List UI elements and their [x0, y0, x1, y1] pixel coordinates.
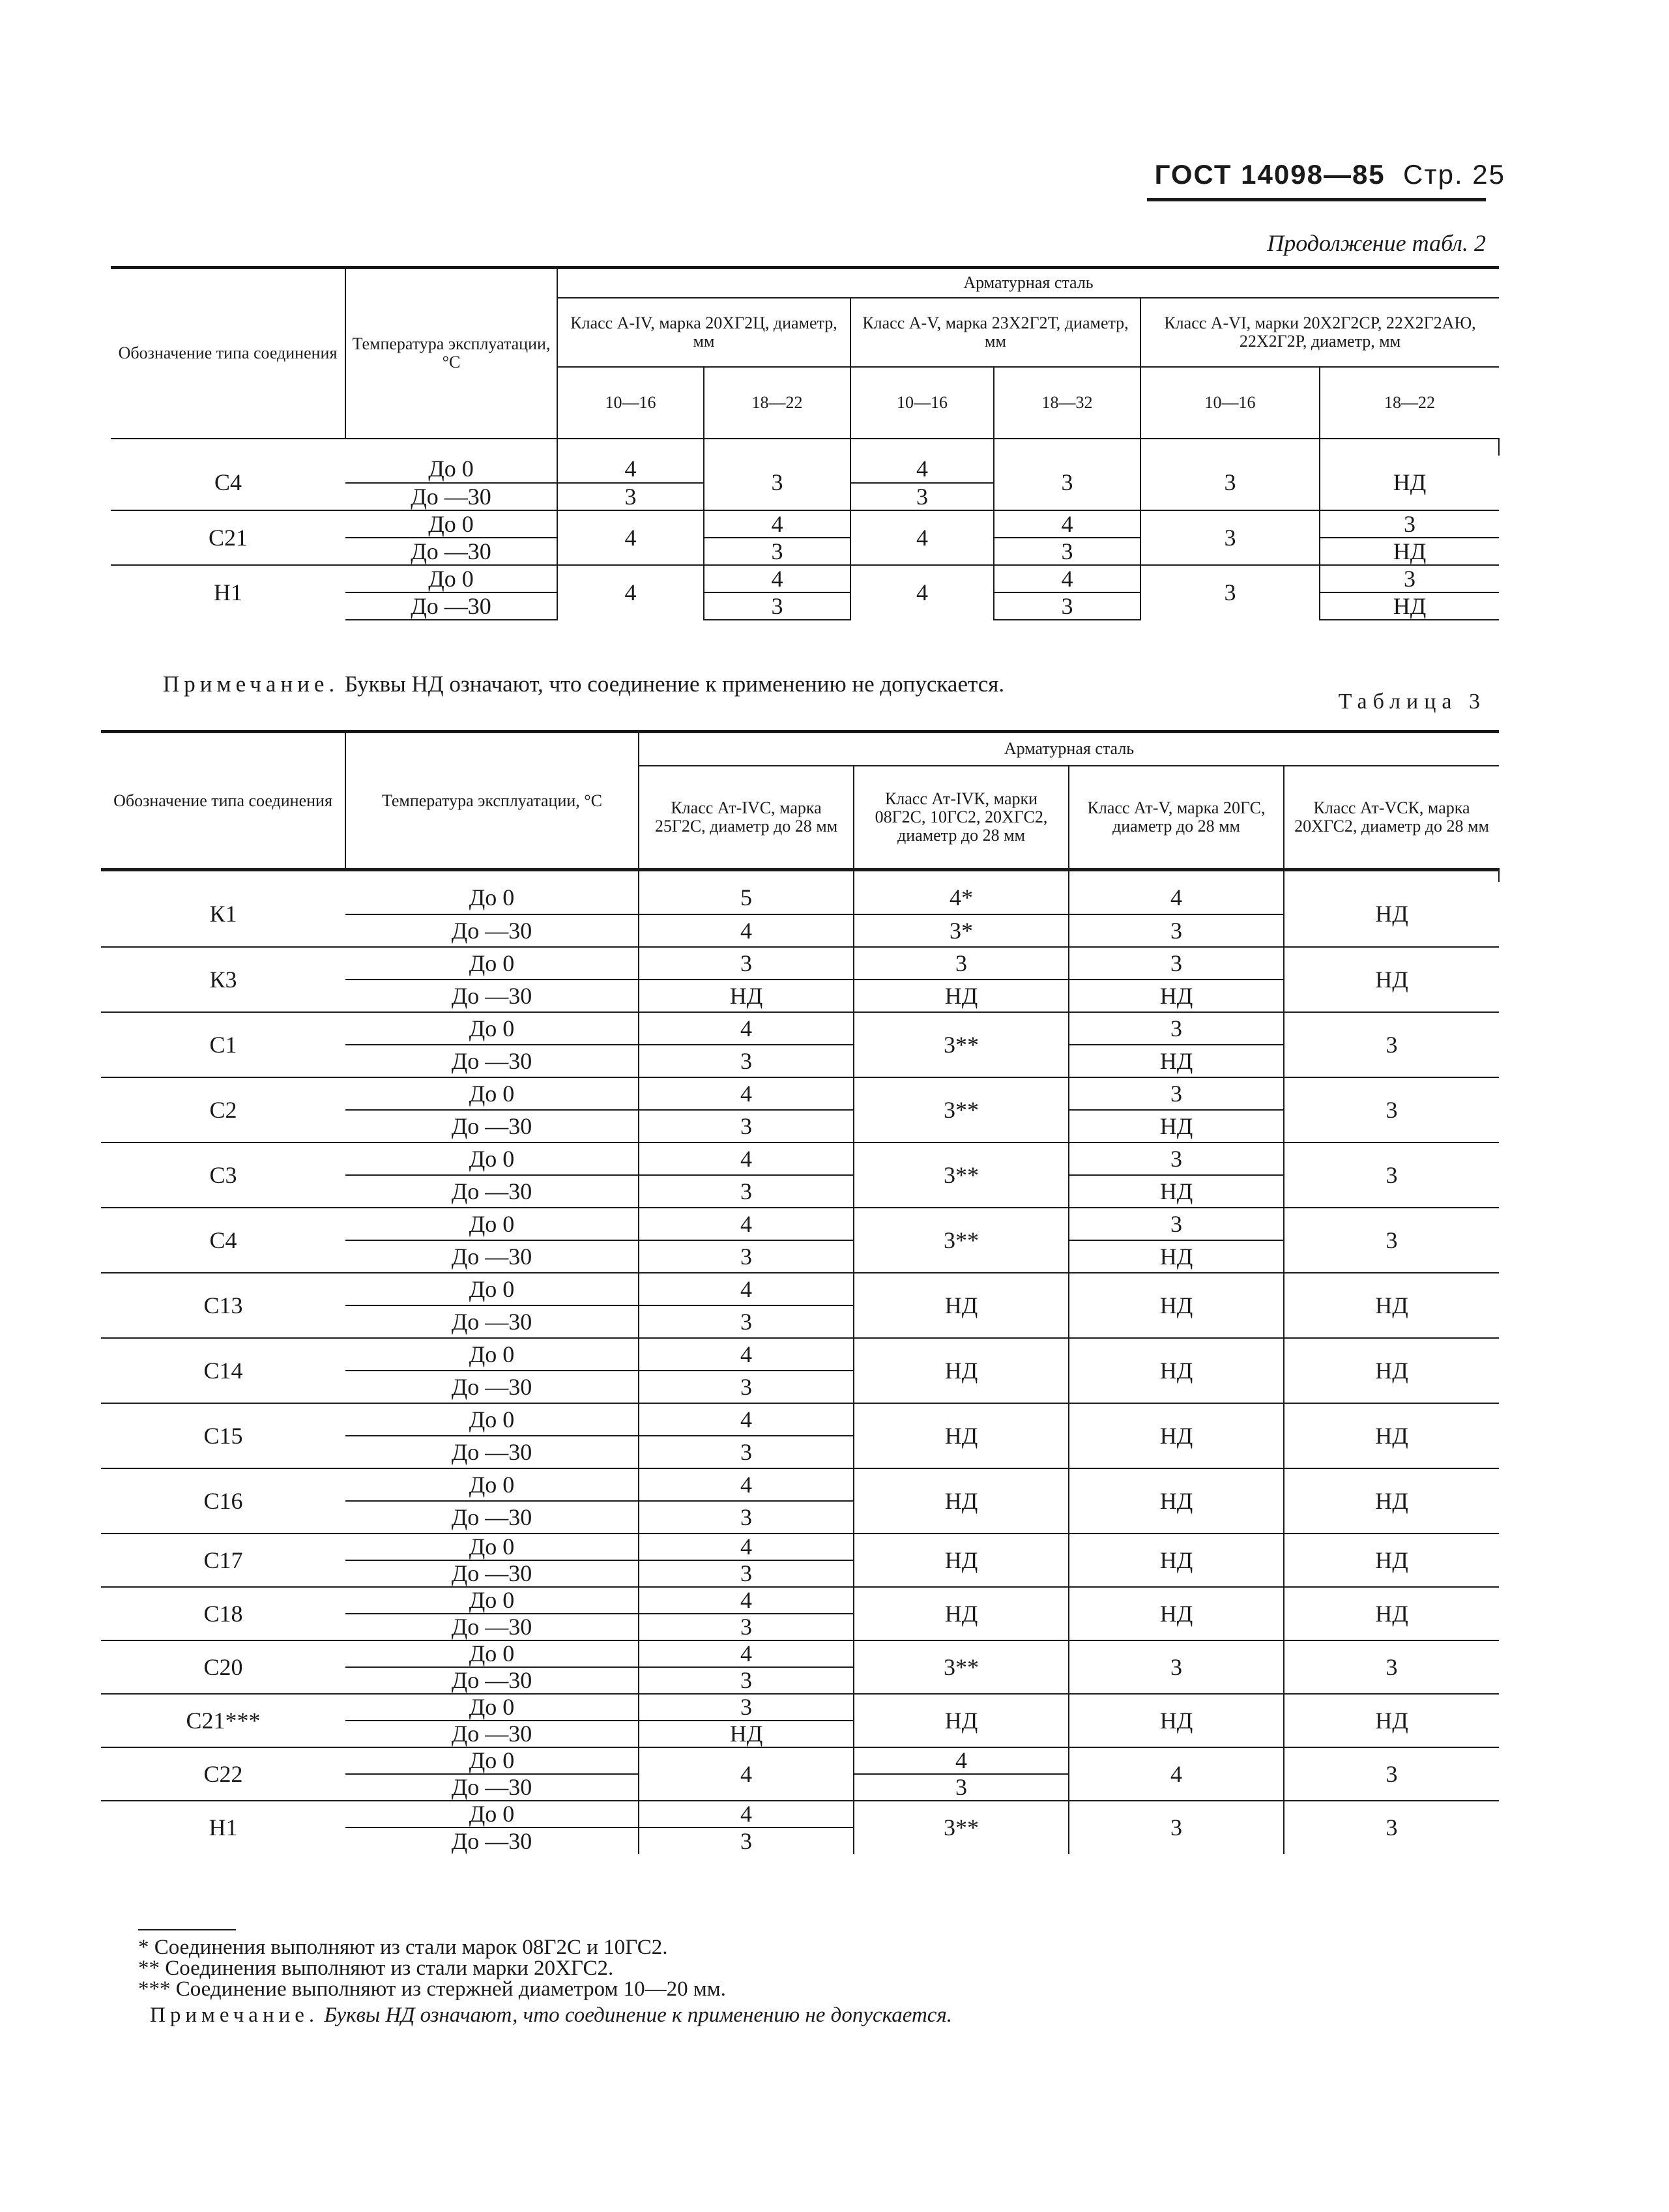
value-cell: 3	[704, 592, 850, 620]
connection-type: С18	[101, 1587, 345, 1640]
temperature: До —30	[345, 1240, 639, 1273]
temperature: До —30	[345, 980, 639, 1012]
value-cell: 4	[639, 1142, 854, 1175]
value-cell: НД	[1069, 1240, 1284, 1273]
table-row	[111, 268, 1499, 298]
value-cell: 3	[1284, 1208, 1499, 1273]
table2-note	[163, 671, 1206, 697]
table-row	[101, 1012, 1499, 1045]
value-cell: 5	[639, 882, 854, 914]
connection-type: С4	[214, 469, 242, 495]
value-cell: 4	[639, 1208, 854, 1240]
value-cell: 3	[639, 1371, 854, 1403]
spacer-cell	[111, 439, 345, 456]
table-row	[101, 947, 1499, 980]
value-cell: 3	[639, 1110, 854, 1142]
value-cell: НД	[1284, 1273, 1499, 1338]
value-cell: 3**	[854, 1208, 1069, 1273]
spacer-cell	[1320, 439, 1499, 456]
diameter-header: 18—32	[994, 367, 1140, 439]
value-cell: 3	[1284, 1012, 1499, 1077]
value-cell: НД	[1393, 538, 1427, 564]
col-type-header: Обозначение типа соединения	[101, 732, 345, 870]
connection-type: С14	[101, 1338, 345, 1403]
steel-group-header: Арматурная сталь	[557, 268, 1499, 298]
table3-label: Таблица 3	[1338, 690, 1486, 714]
value-cell: 3	[994, 592, 1140, 620]
col-temp-header: Температура эксплуатации, °С	[345, 268, 557, 439]
value-cell: 3	[639, 1501, 854, 1534]
final-note-text: Буквы НД означают, что соединение к применению не допускается.	[324, 2003, 953, 2027]
value-cell: НД	[854, 1403, 1069, 1468]
value-cell: НД	[639, 980, 854, 1012]
connection-type: С3	[101, 1142, 345, 1208]
value-cell: 4	[639, 1403, 854, 1436]
value-cell: 3	[1069, 1012, 1284, 1045]
value-cell: 4	[639, 1338, 854, 1371]
table-row	[101, 1403, 1499, 1436]
table-row	[101, 732, 1499, 766]
value-cell: 3	[1284, 1640, 1499, 1694]
value-cell: НД	[854, 1468, 1069, 1534]
value-cell: НД	[1375, 901, 1408, 927]
value-cell: 3	[1069, 1640, 1284, 1694]
value-cell: 3**	[854, 1012, 1069, 1077]
value-cell: 3	[1140, 565, 1320, 620]
temperature: До 0	[345, 1640, 639, 1667]
diameter-header: 10—16	[850, 367, 994, 439]
value-cell: НД	[1393, 469, 1427, 495]
temperature: До —30	[345, 1371, 639, 1403]
steel-group-header: Арматурная сталь	[639, 732, 1499, 766]
spacer-cell	[101, 870, 345, 882]
col-temp-header: Температура эксплуатации, °С	[345, 732, 639, 870]
value-cell: НД	[854, 1273, 1069, 1338]
connection-type: С4	[101, 1208, 345, 1273]
value-cell: 3	[1069, 1801, 1284, 1854]
value-cell: 3	[854, 1774, 1069, 1801]
value-cell: 3	[639, 1694, 854, 1721]
temperature: До —30	[345, 1614, 639, 1640]
value-cell: 3	[1284, 1801, 1499, 1854]
connection-type: С15	[101, 1403, 345, 1468]
connection-type: С17	[101, 1534, 345, 1587]
connection-type: С22	[101, 1747, 345, 1801]
final-note	[150, 2003, 1323, 2028]
value-cell: НД	[854, 980, 1069, 1012]
value-cell: 4	[639, 1640, 854, 1667]
temperature: До —30	[345, 1175, 639, 1208]
temperature: До 0	[345, 1694, 639, 1721]
value-cell: 3**	[854, 1077, 1069, 1142]
temperature: До 0	[345, 1338, 639, 1371]
value-cell: 4	[639, 1077, 854, 1110]
value-cell: 3	[639, 1827, 854, 1854]
value-cell: 4	[1069, 1747, 1284, 1801]
connection-type: С16	[101, 1468, 345, 1534]
spacer-cell	[639, 870, 854, 882]
value-cell: 4	[639, 1534, 854, 1560]
table-row	[101, 1534, 1499, 1560]
value-cell: НД	[1284, 1468, 1499, 1534]
spacer-cell	[1069, 870, 1284, 882]
value-cell: 3	[639, 1436, 854, 1468]
temperature: До —30	[345, 1774, 639, 1801]
temperature: До 0	[345, 1208, 639, 1240]
temperature: До 0	[345, 1534, 639, 1560]
temperature: До 0	[345, 1403, 639, 1436]
value-cell: НД	[1284, 1403, 1499, 1468]
table2-continuation-label: Продолжение табл. 2	[1267, 230, 1486, 256]
connection-type: С13	[101, 1273, 345, 1338]
page-header	[1140, 159, 1505, 190]
diameter-header: 10—16	[1140, 367, 1320, 439]
connection-type: С20	[101, 1640, 345, 1694]
diameter-header: 18—22	[1320, 367, 1499, 439]
value-cell: НД	[1069, 1468, 1284, 1534]
temperature: До 0	[345, 1468, 639, 1501]
value-cell: НД	[1069, 1110, 1284, 1142]
spacer-cell	[345, 439, 557, 456]
value-cell: НД	[1320, 592, 1499, 620]
spacer-cell	[1284, 870, 1499, 882]
table-row	[101, 1640, 1499, 1667]
final-note-prefix: Примечание.	[150, 2003, 319, 2027]
value-cell: 3	[639, 1614, 854, 1640]
value-cell: 3	[854, 947, 1069, 980]
temperature: До 0	[345, 1747, 639, 1774]
value-cell: 4	[994, 565, 1140, 592]
value-cell: 3**	[854, 1640, 1069, 1694]
value-cell: 3	[1069, 1077, 1284, 1110]
temperature: До —30	[345, 1560, 639, 1587]
value-cell: 4*	[854, 882, 1069, 914]
value-cell: НД	[854, 1534, 1069, 1587]
connection-type: С2	[101, 1077, 345, 1142]
value-cell: 3	[1069, 947, 1284, 980]
temperature: До —30	[345, 1436, 639, 1468]
gost-number: ГОСТ 14098—85	[1154, 159, 1386, 190]
value-cell: 4	[854, 1747, 1069, 1774]
temperature: До 0	[345, 947, 639, 980]
value-cell: 4	[639, 1747, 854, 1801]
table3	[101, 730, 1500, 1854]
col-type-header: Обозначение типа соединения	[111, 268, 345, 439]
steel-class-header: Класс Ат-V, марка 20ГС, диаметр до 28 мм	[1069, 766, 1284, 870]
value-cell: 4	[557, 565, 704, 620]
temperature: До —30	[345, 914, 639, 947]
value-cell: НД	[854, 1338, 1069, 1403]
temperature: До 0	[345, 1587, 639, 1614]
table-row	[101, 1273, 1499, 1305]
value-cell: 3	[1320, 510, 1499, 538]
value-cell: 4	[704, 565, 850, 592]
temperature: До 0	[345, 1142, 639, 1175]
temperature: До 0	[345, 1801, 639, 1827]
spacer-cell	[850, 439, 994, 456]
temperature: До 0	[345, 565, 557, 592]
value-cell: НД	[854, 1694, 1069, 1747]
value-cell: НД	[1069, 1534, 1284, 1587]
spacer-cell	[994, 439, 1140, 456]
value-cell: 3**	[854, 1801, 1069, 1854]
table-row	[111, 456, 1499, 483]
value-cell: 4	[850, 456, 994, 483]
value-cell: 4	[639, 1012, 854, 1045]
value-cell: 4	[639, 1468, 854, 1501]
table-row	[111, 510, 1499, 538]
value-cell: 4	[850, 565, 994, 620]
value-cell: НД	[1069, 980, 1284, 1012]
table-row	[111, 565, 1499, 592]
temperature: До —30	[345, 1827, 639, 1854]
value-cell: 4	[850, 510, 994, 565]
table-row	[101, 1338, 1499, 1371]
temperature: До —30	[345, 1110, 639, 1142]
value-cell: НД	[1069, 1403, 1284, 1468]
value-cell: 3**	[854, 1142, 1069, 1208]
value-cell: 4	[994, 510, 1140, 538]
temperature: До 0	[345, 456, 557, 483]
value-cell: 3	[1284, 1077, 1499, 1142]
value-cell: 3	[557, 483, 704, 510]
value-cell: НД	[1284, 1587, 1499, 1640]
value-cell: 3	[1140, 456, 1320, 510]
value-cell: 3*	[854, 914, 1069, 947]
value-cell: 3	[704, 538, 850, 565]
value-cell: 3	[994, 538, 1140, 565]
value-cell: 3	[850, 483, 994, 510]
value-cell: 3	[639, 1240, 854, 1273]
spacer-cell	[704, 439, 850, 456]
value-cell: 3	[1069, 914, 1284, 947]
table-row	[101, 1587, 1499, 1614]
value-cell: НД	[1284, 947, 1499, 1012]
value-cell: НД	[1069, 1587, 1284, 1640]
value-cell: 3	[639, 1305, 854, 1338]
diameter-header: 18—22	[704, 367, 850, 439]
temperature: До 0	[345, 510, 557, 538]
temperature: До —30	[345, 1721, 639, 1747]
connection-type: С21	[111, 510, 345, 565]
value-cell: 3	[639, 1667, 854, 1694]
steel-class-header: Класс А-IV, марка 20ХГ2Ц, диаметр, мм	[557, 298, 850, 367]
footnote-2: ** Соединения выполняют из стали марки 20ХГС2.	[138, 1957, 614, 1980]
temperature: До 0	[345, 882, 639, 914]
spacer-cell	[557, 439, 704, 456]
connection-type: К1	[209, 901, 237, 927]
value-cell: НД	[1284, 1338, 1499, 1403]
value-cell: НД	[639, 1721, 854, 1747]
table-row	[101, 882, 1499, 914]
temperature: До 0	[345, 1012, 639, 1045]
value-cell: 3	[639, 1175, 854, 1208]
value-cell: НД	[1284, 1534, 1499, 1587]
value-cell: 3	[1320, 565, 1499, 592]
temperature: До —30	[345, 483, 557, 510]
footnotes	[138, 1937, 1246, 2000]
value-cell: 3	[1284, 1747, 1499, 1801]
temperature: До —30	[345, 592, 557, 620]
value-cell: 4	[557, 456, 704, 483]
temperature: До —30	[345, 1045, 639, 1077]
value-cell: НД	[854, 1587, 1069, 1640]
table-row	[101, 1747, 1499, 1774]
footnote-3: *** Соединение выполняют из стержней диаметром 10—20 мм.	[138, 1977, 726, 2001]
temperature: До —30	[345, 1667, 639, 1694]
value-cell: 4	[1069, 882, 1284, 914]
value-cell: НД	[1069, 1175, 1284, 1208]
table2-note-text: Буквы НД означают, что соединение к применению не допускается.	[344, 671, 1005, 697]
value-cell: 4	[639, 914, 854, 947]
temperature: До 0	[345, 1077, 639, 1110]
table-row	[101, 1468, 1499, 1501]
table-row	[111, 439, 1499, 456]
table-row	[101, 1801, 1499, 1827]
temperature: До —30	[345, 1305, 639, 1338]
temperature: До —30	[345, 538, 557, 565]
connection-type: С1	[101, 1012, 345, 1077]
steel-class-header: Класс Ат-VСК, марка 20ХГС2, диаметр до 28 мм	[1284, 766, 1499, 870]
table2-note-prefix: Примечание.	[163, 671, 340, 697]
connection-type: С21***	[101, 1694, 345, 1747]
connection-type: Н1	[111, 565, 345, 620]
value-cell: 3	[1140, 510, 1320, 565]
table-row	[101, 1142, 1499, 1175]
value-cell: 4	[704, 510, 850, 538]
temperature: До 0	[345, 1273, 639, 1305]
connection-type: К3	[101, 947, 345, 1012]
value-cell: НД	[1069, 1338, 1284, 1403]
temperature: До —30	[345, 1501, 639, 1534]
page-number: Стр. 25	[1403, 159, 1505, 190]
value-cell: 4	[639, 1273, 854, 1305]
table-row	[101, 1694, 1499, 1721]
value-cell: 3	[704, 456, 850, 510]
table-row	[101, 1077, 1499, 1110]
footnote-rule	[138, 1929, 236, 1930]
value-cell: 4	[557, 510, 704, 565]
spacer-cell	[1140, 439, 1320, 456]
value-cell: НД	[1284, 1694, 1499, 1747]
diameter-header: 10—16	[557, 367, 704, 439]
steel-class-header: Класс А-VI, марки 20Х2Г2СР, 22Х2Г2АЮ, 22Х2Г2Р, диаметр, мм	[1140, 298, 1499, 367]
value-cell: 3	[1284, 1142, 1499, 1208]
value-cell: 4	[639, 1801, 854, 1827]
value-cell: 3	[1069, 1208, 1284, 1240]
value-cell: НД	[1069, 1045, 1284, 1077]
value-cell: НД	[1069, 1273, 1284, 1338]
footnote-1: * Соединения выполняют из стали марок 08Г2С и 10ГС2.	[138, 1936, 668, 1959]
connection-type: Н1	[101, 1801, 345, 1854]
steel-class-header: Класс А-V, марка 23Х2Г2Т, диаметр, мм	[850, 298, 1140, 367]
value-cell: 3	[639, 947, 854, 980]
value-cell: 3	[639, 1045, 854, 1077]
steel-class-header: Класс Ат-IVК, марки 08Г2С, 10ГС2, 20ХГС2, диаметр до 28 мм	[854, 766, 1069, 870]
spacer-cell	[854, 870, 1069, 882]
steel-class-header: Класс Ат-IVС, марка 25Г2С, диаметр до 28 мм	[639, 766, 854, 870]
table2	[111, 266, 1500, 620]
value-cell: 3	[639, 1560, 854, 1587]
value-cell: 3	[994, 456, 1140, 510]
table-row	[101, 870, 1499, 882]
spacer-cell	[345, 870, 639, 882]
value-cell: 4	[639, 1587, 854, 1614]
header-rule	[1147, 198, 1486, 201]
table-row	[101, 1208, 1499, 1240]
value-cell: 3	[1069, 1142, 1284, 1175]
value-cell: НД	[1069, 1694, 1284, 1747]
